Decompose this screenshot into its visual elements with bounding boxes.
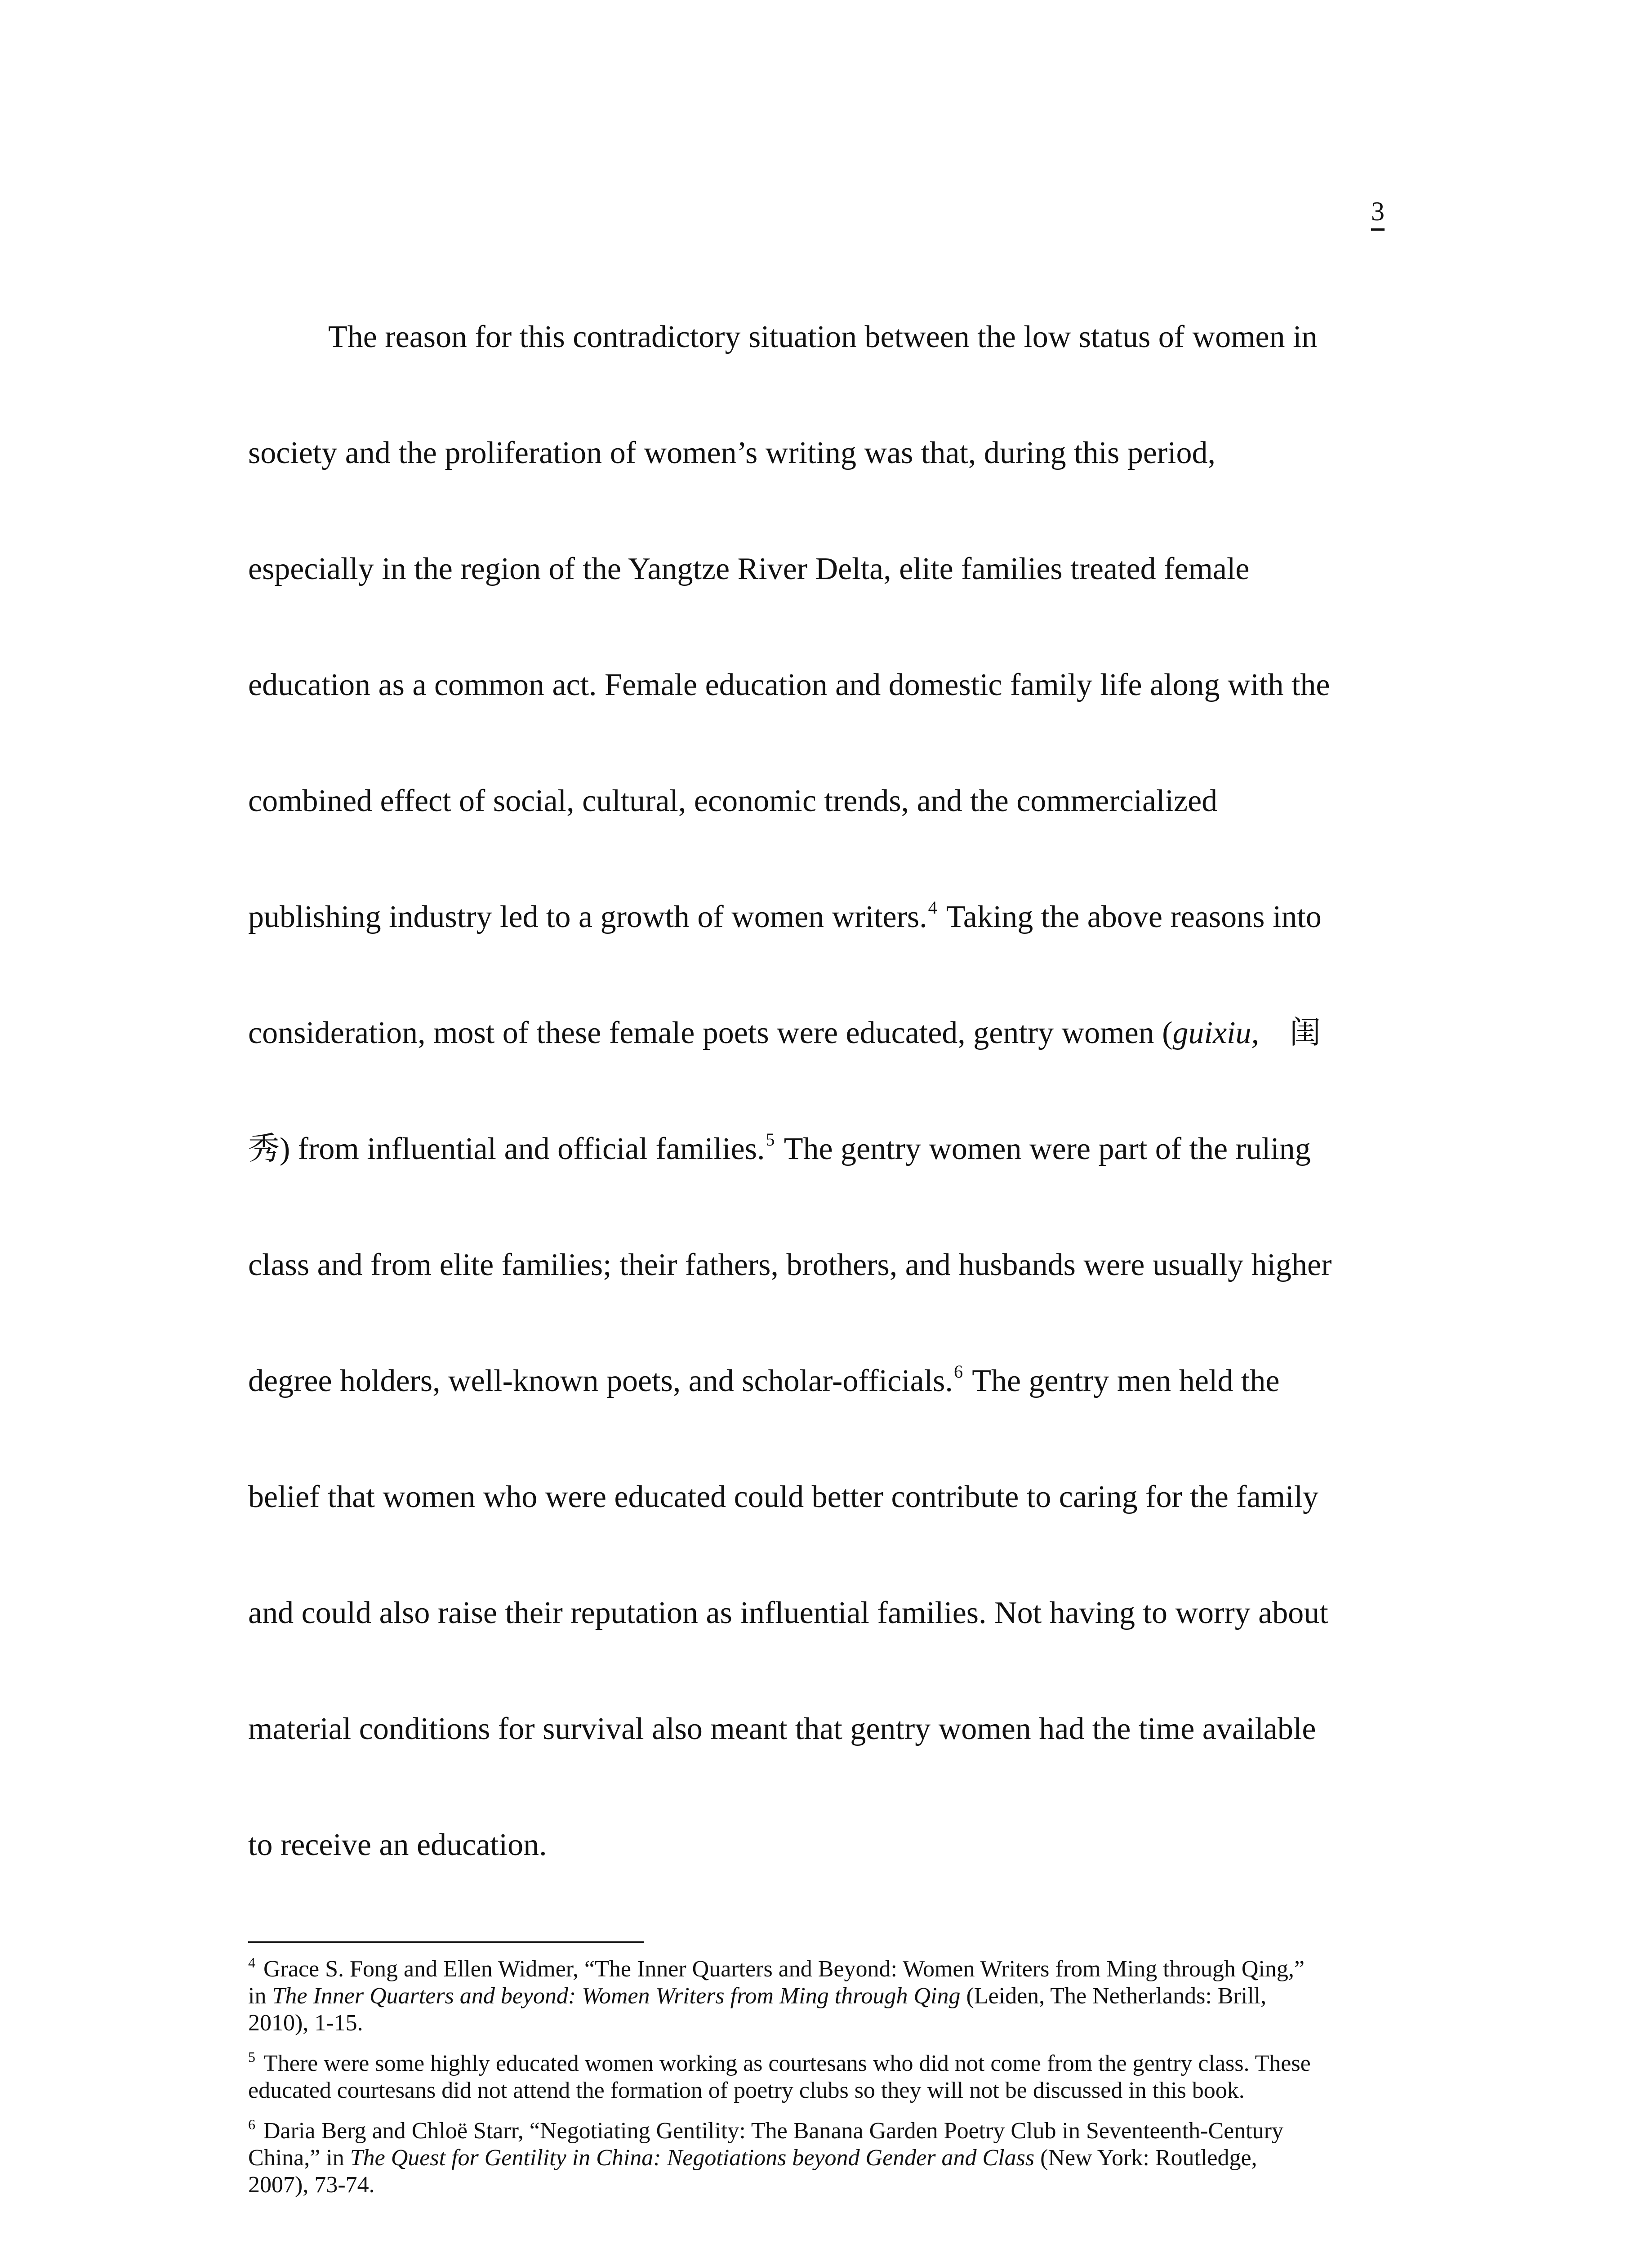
- paragraph-line: combined effect of social, cultural, economic trends, and the commercialized: [248, 784, 1218, 818]
- paragraph-line: publishing industry led to a growth of women writers.$^4$ Taking the above reasons into: [248, 897, 1322, 934]
- paragraph-line: degree holders, well-known poets, and scholar-officials.$^6$ The gentry men held the: [248, 1361, 1280, 1398]
- footnote-marker: 6: [248, 2116, 255, 2132]
- paragraph-line: education as a common act. Female education and domestic family life along with the: [248, 668, 1330, 702]
- footnote-reference[interactable]: 5: [766, 1129, 775, 1150]
- footnote-separator: [248, 1941, 644, 1943]
- paragraph-line: society and the proliferation of women’s writing was that, during this period,: [248, 436, 1216, 470]
- paragraph-line: class and from elite families; their fathers, brothers, and husbands were usually higher: [248, 1248, 1332, 1282]
- chinese-character: 闺: [1289, 1016, 1321, 1050]
- footnote-reference[interactable]: 4: [928, 897, 937, 918]
- footnote-5: $^5$ There were some highly educated women working as courtesans who did not come from the gentry class. These: [248, 2049, 1311, 2076]
- paragraph-line: 秀) from influential and official families.$^5$ The gentry women were part of the ruling: [248, 1129, 1311, 1166]
- footnote-4: $^4$ Grace S. Fong and Ellen Widmer, “The Inner Quarters and Beyond: Women Writers from Ming through Qing,”: [248, 1954, 1305, 1982]
- footnote-6-line-2: China,” in The Quest for Gentility in China: Negotiations beyond Gender and Class (New York: Routledge,: [248, 2145, 1257, 2171]
- book-title: The Inner Quarters and beyond: Women Writers from Ming through Qing: [272, 1983, 961, 2009]
- paragraph-line: consideration, most of these female poets were educated, gentry women (guixiu, 闺: [248, 1016, 1321, 1050]
- footnote-4-line-2: in The Inner Quarters and beyond: Women Writers from Ming through Qing (Leiden, The Netherlands: Brill,: [248, 1983, 1267, 2009]
- footnote-marker: 5: [248, 2049, 255, 2065]
- paragraph-line: The reason for this contradictory situation between the low status of women in: [328, 320, 1318, 354]
- paragraph-line: and could also raise their reputation as influential families. Not having to worry about: [248, 1596, 1328, 1630]
- pinyin-term: guixiu,: [1172, 1016, 1259, 1050]
- paragraph-line: material conditions for survival also meant that gentry women had the time available: [248, 1712, 1316, 1746]
- page-number: 3: [1371, 196, 1385, 226]
- footnote-reference[interactable]: 6: [953, 1361, 963, 1382]
- paragraph-line: belief that women who were educated could better contribute to caring for the family: [248, 1480, 1319, 1514]
- footnote-marker: 4: [248, 1954, 255, 1971]
- paragraph-line: especially in the region of the Yangtze River Delta, elite families treated female: [248, 552, 1250, 586]
- book-title: The Quest for Gentility in China: Negotiations beyond Gender and Class: [350, 2145, 1035, 2171]
- footnote-5-line-2: educated courtesans did not attend the formation of poetry clubs so they will not be discussed in this book.: [248, 2078, 1245, 2103]
- paragraph-line: to receive an education.: [248, 1828, 547, 1862]
- footnote-6-line-3: 2007), 73-74.: [248, 2172, 375, 2198]
- footnote-6: $^6$ Daria Berg and Chloë Starr, “Negotiating Gentility: The Banana Garden Poetry Club in Seventeenth-Century: [248, 2116, 1283, 2144]
- footnote-4-line-3: 2010), 1-15.: [248, 2010, 363, 2036]
